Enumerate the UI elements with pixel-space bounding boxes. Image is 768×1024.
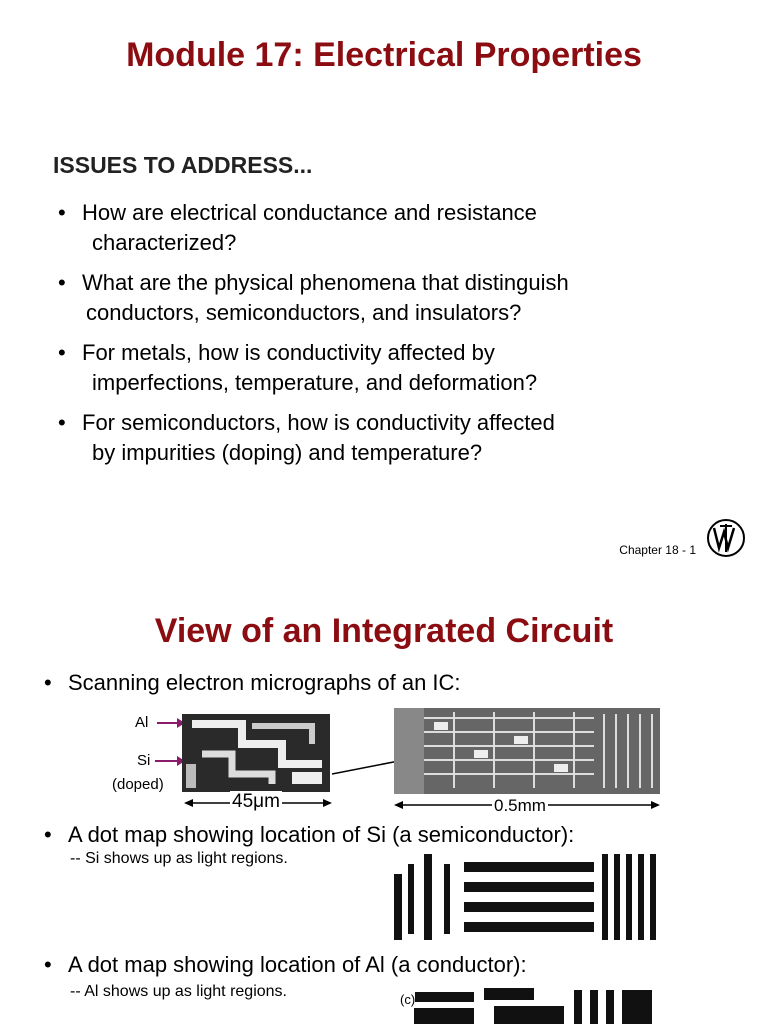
micrograph-a <box>394 708 660 794</box>
label-si: Si <box>137 752 151 769</box>
scale-45-label: 45μm <box>232 791 280 812</box>
issues-heading: ISSUES TO ADDRESS... <box>53 152 313 178</box>
chapter-footer: Chapter 18 - 1 <box>619 543 696 557</box>
slide-1-title: Module 17: Electrical Properties <box>126 36 642 74</box>
issues-list <box>58 198 698 478</box>
micrograph-d <box>182 714 330 792</box>
label-c: (c) <box>400 992 416 1007</box>
dot-map-al <box>394 988 658 1024</box>
list-item: • For semiconductors, how is conductivity affected by impurities (doping) and temperature? <box>58 408 698 468</box>
arrow-al-icon <box>157 716 185 730</box>
list-item: • For metals, how is conductivity affected by imperfections, temperature, and deformation? <box>58 338 698 398</box>
label-al: Al <box>135 714 149 731</box>
bullet-al-map: • A dot map showing location of Al (a conductor): <box>44 952 527 977</box>
list-item: • How are electrical conductance and resistance characterized? <box>58 198 698 258</box>
slide-2-title: View of an Integrated Circuit <box>154 612 614 650</box>
slide-2 <box>0 572 768 1024</box>
arrow-si-icon <box>155 754 185 768</box>
sub-al: -- Al shows up as light regions. <box>70 983 287 1000</box>
label-doped: (doped) <box>112 776 164 793</box>
sub-si: -- Si shows up as light regions. <box>70 850 288 867</box>
list-item: • What are the physical phenomena that distinguish conductors, semiconductors, and insulators? <box>58 268 698 328</box>
scale-05-label: 0.5mm <box>494 796 546 815</box>
bullet-sem: • Scanning electron micrographs of an IC: <box>44 670 461 695</box>
dot-map-si <box>394 854 658 940</box>
publisher-logo-icon <box>706 518 746 558</box>
bullet-si-map: • A dot map showing location of Si (a semiconductor): <box>44 822 575 847</box>
